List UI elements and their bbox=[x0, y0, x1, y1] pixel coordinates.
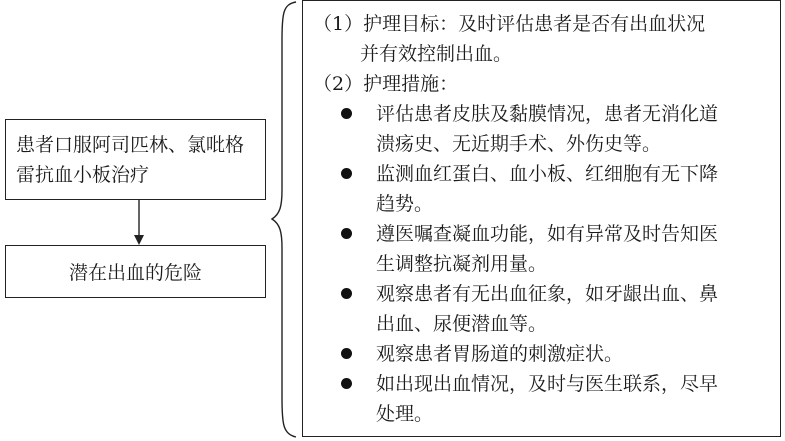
bullet-icon bbox=[341, 228, 352, 239]
goal-text-continued: 并有效控制出血。 bbox=[360, 43, 513, 65]
flow-arrow-head bbox=[134, 235, 144, 245]
goal-line bbox=[313, 9, 774, 39]
measures-label: （2）护理措施： bbox=[313, 73, 459, 95]
bullet-icon bbox=[341, 168, 352, 179]
bullet-icon bbox=[341, 288, 352, 299]
cause-text: 患者口服阿司匹林、氯吡格雷抗血小板治疗 bbox=[16, 134, 245, 186]
bullet-icon bbox=[341, 348, 352, 359]
risk-text: 潜在出血的危险 bbox=[68, 262, 202, 284]
risk-box bbox=[5, 245, 266, 298]
bullet-icon bbox=[341, 378, 352, 389]
measure-item: 观察患者有无出血征象，如牙龈出血、鼻 出血、尿便潜血等。 bbox=[313, 279, 774, 339]
cause-box bbox=[5, 119, 266, 200]
measures-list bbox=[313, 99, 774, 429]
curly-brace bbox=[272, 2, 296, 437]
measure-item: 观察患者胃肠道的刺激症状。 bbox=[313, 339, 774, 369]
goal-text: 及时评估患者是否有出血状况 bbox=[458, 13, 706, 35]
measure-item: 如出现出血情况，及时与医生联系，尽早 处理。 bbox=[313, 369, 774, 429]
measure-item: 评估患者皮肤及黏膜情况，患者无消化道 溃疡史、无近期手术、外伤史等。 bbox=[313, 99, 774, 159]
nursing-plan-box bbox=[302, 0, 781, 437]
measure-item: 遵医嘱查凝血功能，如有异常及时告知医 生调整抗凝剂用量。 bbox=[313, 219, 774, 279]
goal-label: （1）护理目标： bbox=[313, 13, 459, 35]
bullet-icon bbox=[341, 108, 352, 119]
measure-item: 监测血红蛋白、血小板、红细胞有无下降 趋势。 bbox=[313, 159, 774, 219]
